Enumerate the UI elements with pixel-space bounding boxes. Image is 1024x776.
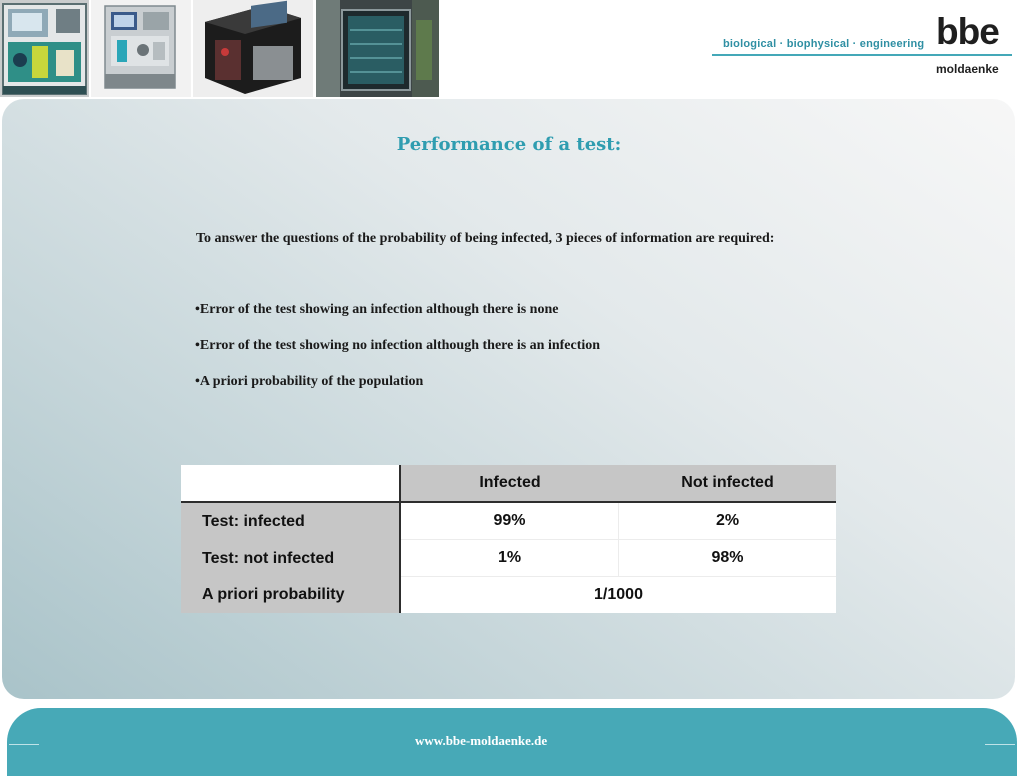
bullet-item: •Error of the test showing no infection although there is an infection — [195, 338, 601, 353]
cell-test-infected-not-infected: 2% — [619, 503, 836, 540]
intro-text: To answer the questions of the probability of being infected, 3 pieces of information are required: — [196, 231, 775, 246]
footer-deco-line — [985, 744, 1015, 745]
slide-title: Performance of a test: — [396, 134, 622, 155]
cell-test-not-infected-infected: 1% — [401, 540, 619, 577]
analyzer-instrument-photo — [0, 0, 89, 97]
row-label-a-priori: A priori probability — [181, 577, 399, 613]
logo-subbrand: moldaenke — [936, 62, 999, 76]
column-header-infected: Infected — [401, 465, 619, 503]
column-header-not-infected: Not infected — [619, 465, 836, 503]
bullet-item: •Error of the test showing an infection although there is none — [195, 302, 559, 317]
row-label-test-infected: Test: infected — [181, 503, 399, 540]
footer-bar — [7, 708, 1017, 776]
cell-test-not-infected-not-infected: 98% — [619, 540, 836, 577]
case-instrument-photo — [193, 0, 313, 97]
cabinet-instrument-photo — [91, 0, 191, 97]
probability-table — [181, 465, 836, 613]
cell-a-priori-value: 1/1000 — [401, 577, 836, 613]
cell-test-infected-infected: 99% — [401, 503, 619, 540]
company-logo — [712, 8, 1017, 80]
logo-tagline: biological · biophysical · engineering — [723, 38, 925, 50]
footer-deco-line — [9, 744, 39, 745]
logo-brand: bbe — [936, 11, 999, 52]
table-corner-cell — [181, 465, 399, 503]
logo-divider — [712, 54, 1012, 56]
display-instrument-photo — [316, 0, 439, 97]
row-label-test-not-infected: Test: not infected — [181, 540, 399, 577]
bullet-item: •A priori probability of the population — [195, 374, 424, 389]
footer-url-link[interactable]: www.bbe-moldaenke.de — [415, 733, 548, 748]
table-column-divider — [399, 465, 401, 613]
